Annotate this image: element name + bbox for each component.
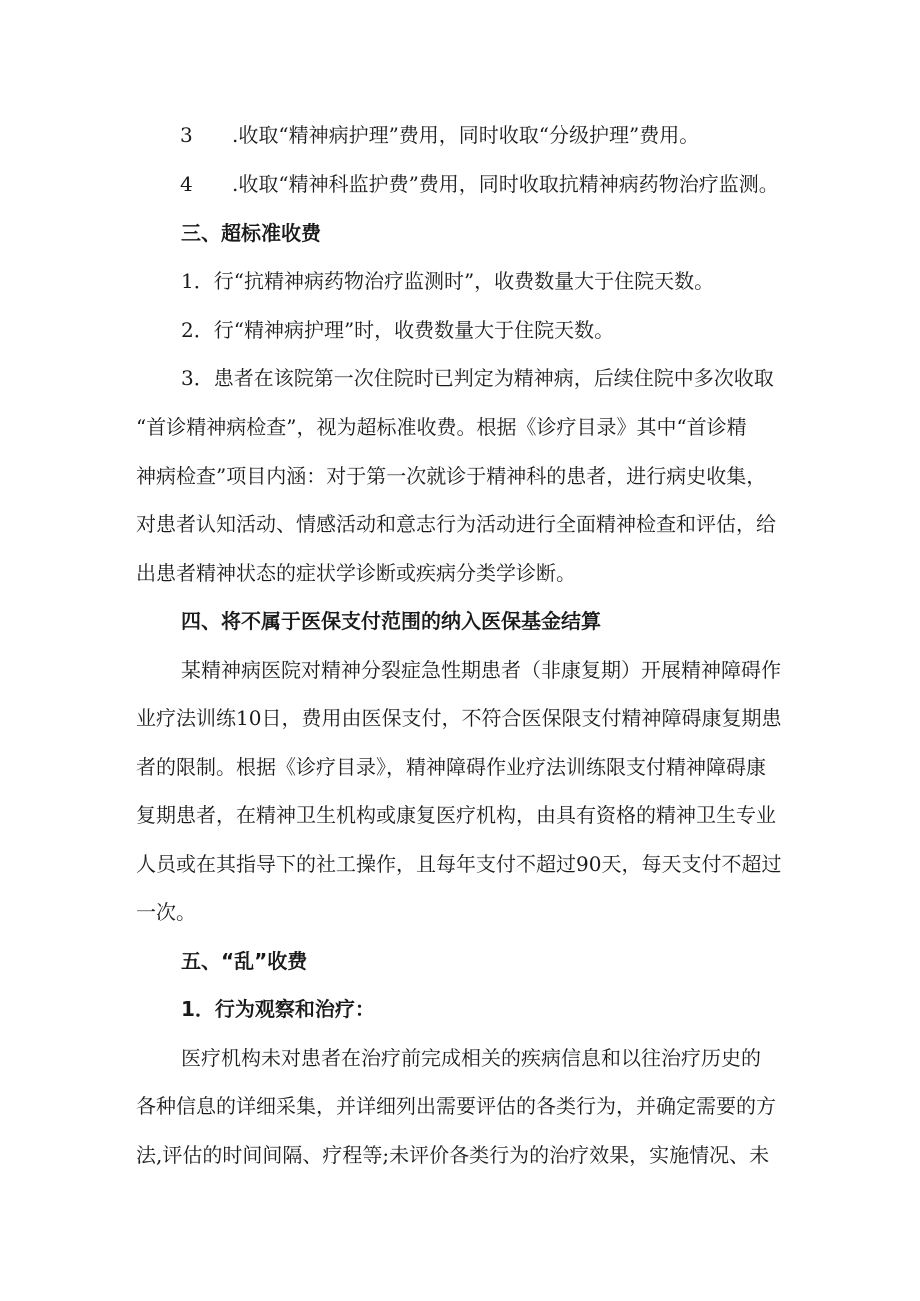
paragraph-line: 一次。 xyxy=(136,900,196,924)
paragraph-line: 复期患者，在精神卫生机构或康复医疗机构，由具有资格的精神卫生专业 xyxy=(136,803,776,827)
paragraph-line: 业疗法训练10日，费用由医保支付，不符合医保限支付精神障碍康复期患 xyxy=(136,706,782,730)
list-text: .收取“精神科监护费”费用，同时收取抗精神病药物治疗监测。 xyxy=(232,172,779,196)
paragraph-line: 神病检查”项目内涵：对于第一次就诊于精神科的患者，进行病史收集， xyxy=(136,464,767,488)
list-number: 3 xyxy=(180,123,193,147)
list-text: .收取“精神病护理”费用，同时收取“分级护理”费用。 xyxy=(232,123,700,147)
section-heading-5: 五、“乱”收费 xyxy=(181,949,308,973)
section-heading-3: 三、超标准收费 xyxy=(181,221,321,245)
paragraph-line: 某精神病医院对精神分裂症急性期患者（非康复期）开展精神障碍作 xyxy=(181,658,781,682)
paragraph-line: 法,评估的时间间隔、疗程等;未评价各类行为的治疗效果，实施情况、未 xyxy=(136,1143,770,1167)
list-number: 4 xyxy=(180,172,193,196)
paragraph-line: “首诊精神病检查”，视为超标准收费。根据《诊疗目录》其中“首诊精 xyxy=(136,415,747,439)
paragraph-line: 1．行“抗精神病药物治疗监测时”，收费数量大于住院天数。 xyxy=(181,269,715,293)
paragraph-line: 各种信息的详细采集，并详细列出需要评估的各类行为，并确定需要的方 xyxy=(136,1094,776,1118)
paragraph-line: 出患者精神状态的症状学诊断或疾病分类学诊断。 xyxy=(136,561,576,585)
paragraph-line: 者的限制。根据《诊疗目录》，精神障碍作业疗法训练限支付精神障碍康 xyxy=(136,755,766,779)
paragraph-line: 医疗机构未对患者在治疗前完成相关的疾病信息和以往治疗历史的 xyxy=(181,1046,761,1070)
paragraph-line: 3．患者在该院第一次住院时已判定为精神病，后续住院中多次收取 xyxy=(181,366,774,390)
section-heading-4: 四、将不属于医保支付范围的纳入医保基金结算 xyxy=(181,609,601,633)
paragraph-line: 2．行“精神病护理”时，收费数量大于住院天数。 xyxy=(181,318,615,342)
paragraph-line: 人员或在其指导下的社工操作，且每年支付不超过90天，每天支付不超过 xyxy=(136,852,782,876)
subsection-heading: 1．行为观察和治疗： xyxy=(181,997,375,1021)
paragraph-line: 对患者认知活动、情感活动和意志行为活动进行全面精神检查和评估，给 xyxy=(136,512,776,536)
